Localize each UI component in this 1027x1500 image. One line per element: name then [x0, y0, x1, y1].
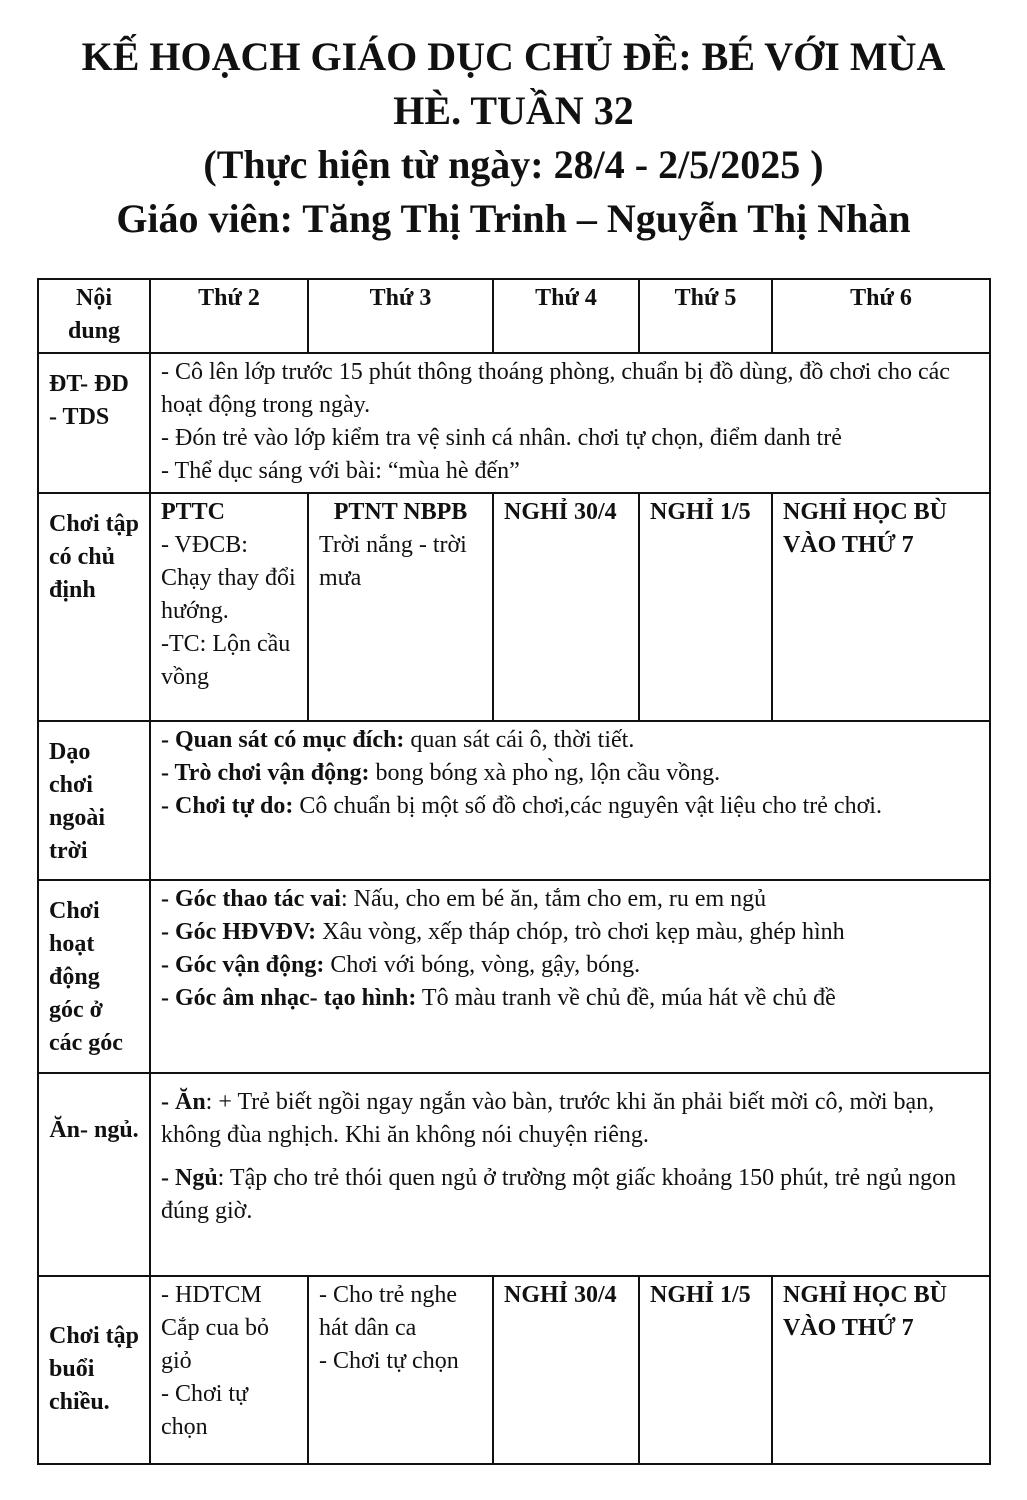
column-header-thu-4: Thứ 4: [493, 279, 639, 353]
list-item: - HDTCM Cắp cua bỏ giỏ: [161, 1282, 269, 1374]
row-content-ngoai-troi: [150, 721, 990, 880]
list-item: - Quan sát có mục đích: quan sát cái ô, thời tiết.: [161, 727, 635, 753]
column-header-thu-2: Thứ 2: [150, 279, 308, 353]
cell-thu-5-chu-dinh: NGHỈ 1/5: [639, 493, 772, 721]
cell-thu-3-chieu: [308, 1276, 493, 1464]
date-range: (Thực hiện từ ngày: 28/4 - 2/5/2025 ): [203, 142, 824, 187]
list-item: - Ngủ: Tập cho trẻ thói quen ngủ ở trường một giấc khoảng 150 phút, trẻ ngủ ngon đúng giờ.: [161, 1165, 957, 1224]
list-item: - Chơi tự chọn: [319, 1348, 459, 1374]
list-item: - Góc thao tác vai: Nấu, cho em bé ăn, tắm cho em, ru em ngủ: [161, 886, 767, 912]
cell-thu-3-chu-dinh: [308, 493, 493, 721]
list-item: - Ăn: + Trẻ biết ngồi ngay ngắn vào bàn, trước khi ăn phải biết mời cô, mời bạn, không đùa nghịch. Khi ăn không nói chuyện riêng.: [161, 1089, 935, 1148]
row-label-choi-tap: Chơi tập có chủ định: [38, 493, 150, 721]
list-item: - Cho trẻ nghe hát dân ca: [319, 1282, 457, 1341]
list-item: -TC: Lộn cầu vồng: [161, 631, 291, 690]
document-header: [0, 0, 1027, 246]
cell-thu-2-chieu: [150, 1276, 308, 1464]
list-item: - VĐCB: Chạy thay đổi hướng.: [161, 532, 296, 624]
list-item: - Chơi tự chọn: [161, 1381, 249, 1440]
list-item: - Cô lên lớp trước 15 phút thông thoáng phòng, chuẩn bị đồ dùng, đồ chơi cho các hoạt động trong ngày.: [161, 359, 950, 418]
title-line-1: KẾ HOẠCH GIÁO DỤC CHỦ ĐỀ: BÉ VỚI MÙA: [81, 34, 946, 79]
column-header-noi-dung: Nội dung: [38, 279, 150, 353]
list-item: - Trò chơi vận động: bong bóng xà pho ̀ng, lộn cầu vồng.: [161, 760, 721, 786]
row-label-chieu: Chơi tập buổi chiều.: [38, 1276, 150, 1464]
list-item: - Thể dục sáng với bài: “mùa hè đến”: [161, 458, 520, 484]
cell-thu-6-chu-dinh: NGHỈ HỌC BÙ VÀO THỨ 7: [772, 493, 990, 721]
table-row-don-tre: [38, 353, 990, 493]
title-line-2: HÈ. TUẦN 32: [393, 88, 634, 133]
row-content-goc: [150, 880, 990, 1073]
list-item: - Chơi tự do: Cô chuẩn bị một số đồ chơi,các nguyên vật liệu cho trẻ chơi.: [161, 793, 882, 819]
row-label-don-tre: ĐT- ĐD - TDS: [38, 353, 150, 493]
list-item: - Đón trẻ vào lớp kiểm tra vệ sinh cá nhân. chơi tự chọn, điểm danh trẻ: [161, 425, 842, 451]
column-header-thu-5: Thứ 5: [639, 279, 772, 353]
cell-thu-4-chu-dinh: NGHỈ 30/4: [493, 493, 639, 721]
cell-title: PTNT NBPB: [333, 499, 468, 525]
table-row-an-ngu: [38, 1073, 990, 1276]
teacher-names: Giáo viên: Tăng Thị Trinh – Nguyễn Thị Nhàn: [116, 196, 911, 241]
cell-thu-2-chu-dinh: [150, 493, 308, 721]
list-item: - Góc vận động: Chơi với bóng, vòng, gậy, bóng.: [161, 952, 641, 978]
cell-thu-4-chieu: NGHỈ 30/4: [493, 1276, 639, 1464]
table-row-ngoai-troi: [38, 721, 990, 880]
cell-thu-5-chieu: NGHỈ 1/5: [639, 1276, 772, 1464]
row-content-don-tre: [150, 353, 990, 493]
table-header-row: [38, 279, 990, 353]
cell-thu-6-chieu: NGHỈ HỌC BÙ VÀO THỨ 7: [772, 1276, 990, 1464]
plan-table: [37, 278, 991, 1465]
row-content-an-ngu: [150, 1073, 990, 1276]
row-label-ngoai-troi: Dạo chơi ngoài trời: [38, 721, 150, 880]
list-item: - Góc âm nhạc- tạo hình: Tô màu tranh về chủ đề, múa hát về chủ đề: [161, 985, 836, 1011]
table-row-chieu: [38, 1276, 990, 1464]
row-label-goc: Chơi hoạt động góc ở các góc: [38, 880, 150, 1073]
table-row-goc: [38, 880, 990, 1073]
table-row-choi-tap-co-chu-dinh: [38, 493, 990, 721]
list-item: - Góc HĐVĐV: Xâu vòng, xếp tháp chóp, trò chơi kẹp màu, ghép hình: [161, 919, 845, 945]
list-item: Trời nắng - trời mưa: [319, 532, 467, 591]
column-header-thu-6: Thứ 6: [772, 279, 990, 353]
column-header-thu-3: Thứ 3: [308, 279, 493, 353]
row-label-an-ngu: Ăn- ngủ.: [38, 1073, 150, 1276]
cell-title: PTTC: [161, 499, 226, 525]
